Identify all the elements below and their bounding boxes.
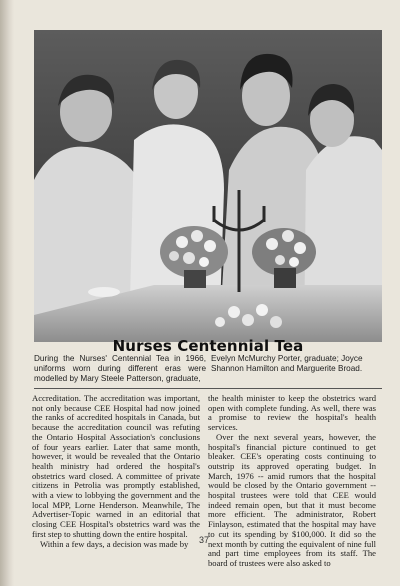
book-page [18,14,390,580]
book-spine-shadow [0,0,14,586]
teacup [88,287,120,297]
article-column-right [208,393,376,568]
article-paragraph: Over the next several years, however, the hospital's financial picture continued to get bleaker. CEE's operating costs continuing to outstrip its approved operating budget. In March, 1976 -- amid rumors that the hospital would be closed by the Ontario government -- hospital trustees were told that CEE would indeed remain open, but that it must become more efficient. The administrator, Robert Finlayson, estimated that the hospital may have to cut its spending by $100,000. It did so the next month by cutting the equivalent of nine full and part time employees from its staff. The board of trustees were also asked to [208,431,376,568]
article-paragraph: Accreditation. The accreditation was important, not only because CEE Hospital had now joined the ranks of accredited hospitals in Canada, but because the accreditation council was refuting the Ontario Hospital Association's conclusions of four years earlier. Later that same month, however, it would be revealed that the Ontario health ministry had ordered the hospital's obstetrics ward closed. A committee of private citizens in Petrolia was promptly established, with a view to lobbying the government and the local MPP, Lorne Henderson. Meanwhile, The Advertiser-Topic warned in an editorial that closing CEE Hospital's obstetrics ward was the first step to shutting down the entire hospital. [32,393,200,539]
nurses-photo [34,30,382,342]
caption-left: During the Nurses' Centennial Tea in 1966, uniforms worn during different eras were modelled by Mary Steele Patterson, graduate, [34,354,206,383]
photo-illustration [34,30,382,342]
article-paragraph: Within a few days, a decision was made by [40,538,189,549]
article-paragraph: the health minister to keep the obstetrics ward open with complete funding. As well, there was a promise to review the hospital's health services. [208,393,376,433]
page-number: 37 [198,535,209,545]
article-column-left [32,394,200,554]
caption-title: Nurses Centennial Tea [112,337,304,355]
divider-rule [34,388,382,389]
caption-right: Evelyn McMurchy Porter, graduate; Joyce Shannon Hamilton and Marguerite Broad. [211,354,363,373]
